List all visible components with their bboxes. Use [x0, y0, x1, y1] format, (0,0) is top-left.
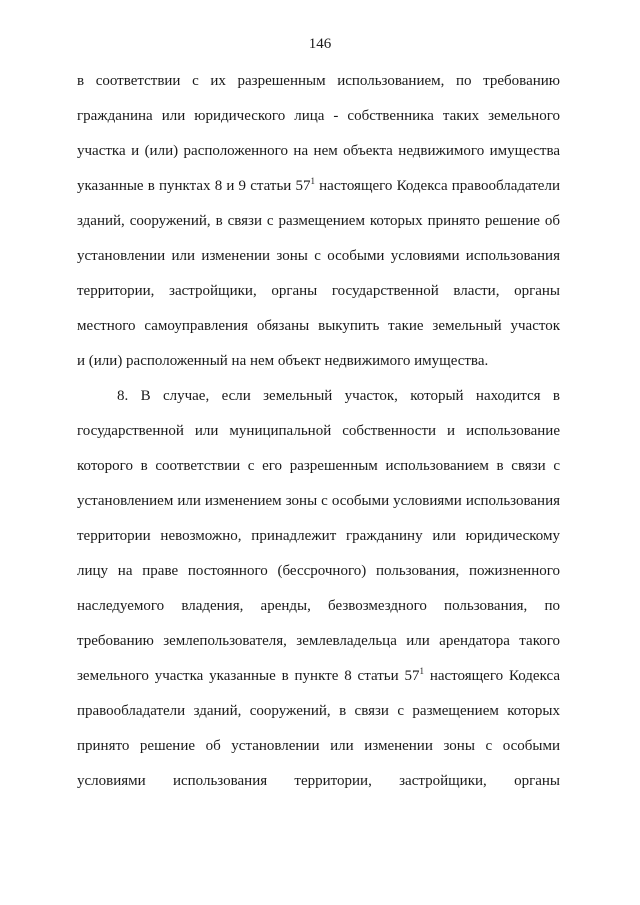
text-line: гражданина или юридического лица - собственника таких земельного [77, 108, 560, 124]
text-segment: земельного участка указанные в пункте 8 статьи 57 [77, 668, 420, 684]
text-line: лицу на праве постоянного (бессрочного) пользования, пожизненного [77, 563, 560, 579]
text-line: участка и (или) расположенного на нем объекта недвижимого имущества [77, 143, 560, 159]
text-line: в соответствии с их разрешенным использованием, по требованию [77, 73, 560, 89]
text-line: условиями использования территории, застройщики, органы [77, 773, 560, 789]
text-line: правообладатели зданий, сооружений, в связи с размещением которых [77, 703, 560, 719]
text-line: и (или) расположенный на нем объект недвижимого имущества. [77, 353, 489, 369]
text-line [77, 666, 560, 686]
paragraph-start-line: 8. В случае, если земельный участок, который находится в [117, 388, 560, 404]
superscript: 1 [419, 666, 424, 676]
text-line: зданий, сооружений, в связи с размещением которых принято решение об [77, 213, 560, 229]
text-line: принято решение об установлении или изменении зоны с особыми [77, 738, 560, 754]
text-line: территории невозможно, принадлежит гражданину или юридическому [77, 528, 560, 544]
text-segment: указанные в пунктах 8 и 9 статьи 57 [77, 178, 311, 194]
superscript: 1 [310, 176, 315, 186]
text-line: территории, застройщики, органы государственной власти, органы [77, 283, 560, 299]
text-line [77, 176, 560, 196]
text-line: установлением или изменением зоны с особыми условиями использования [77, 493, 560, 509]
text-segment: настоящего Кодекса правообладатели [314, 178, 560, 194]
text-line: наследуемого владения, аренды, безвозмездного пользования, по [77, 598, 560, 614]
text-line: которого в соответствии с его разрешенным использованием в связи с [77, 458, 560, 474]
text-line: требованию землепользователя, землевладельца или арендатора такого [77, 633, 560, 649]
text-line: установлении или изменении зоны с особыми условиями использования [77, 248, 560, 264]
text-line: местного самоуправления обязаны выкупить такие земельный участок [77, 318, 560, 334]
page-number: 146 [308, 36, 332, 52]
text-segment: настоящего Кодекса [423, 668, 560, 684]
text-line: государственной или муниципальной собственности и использование [77, 423, 560, 439]
